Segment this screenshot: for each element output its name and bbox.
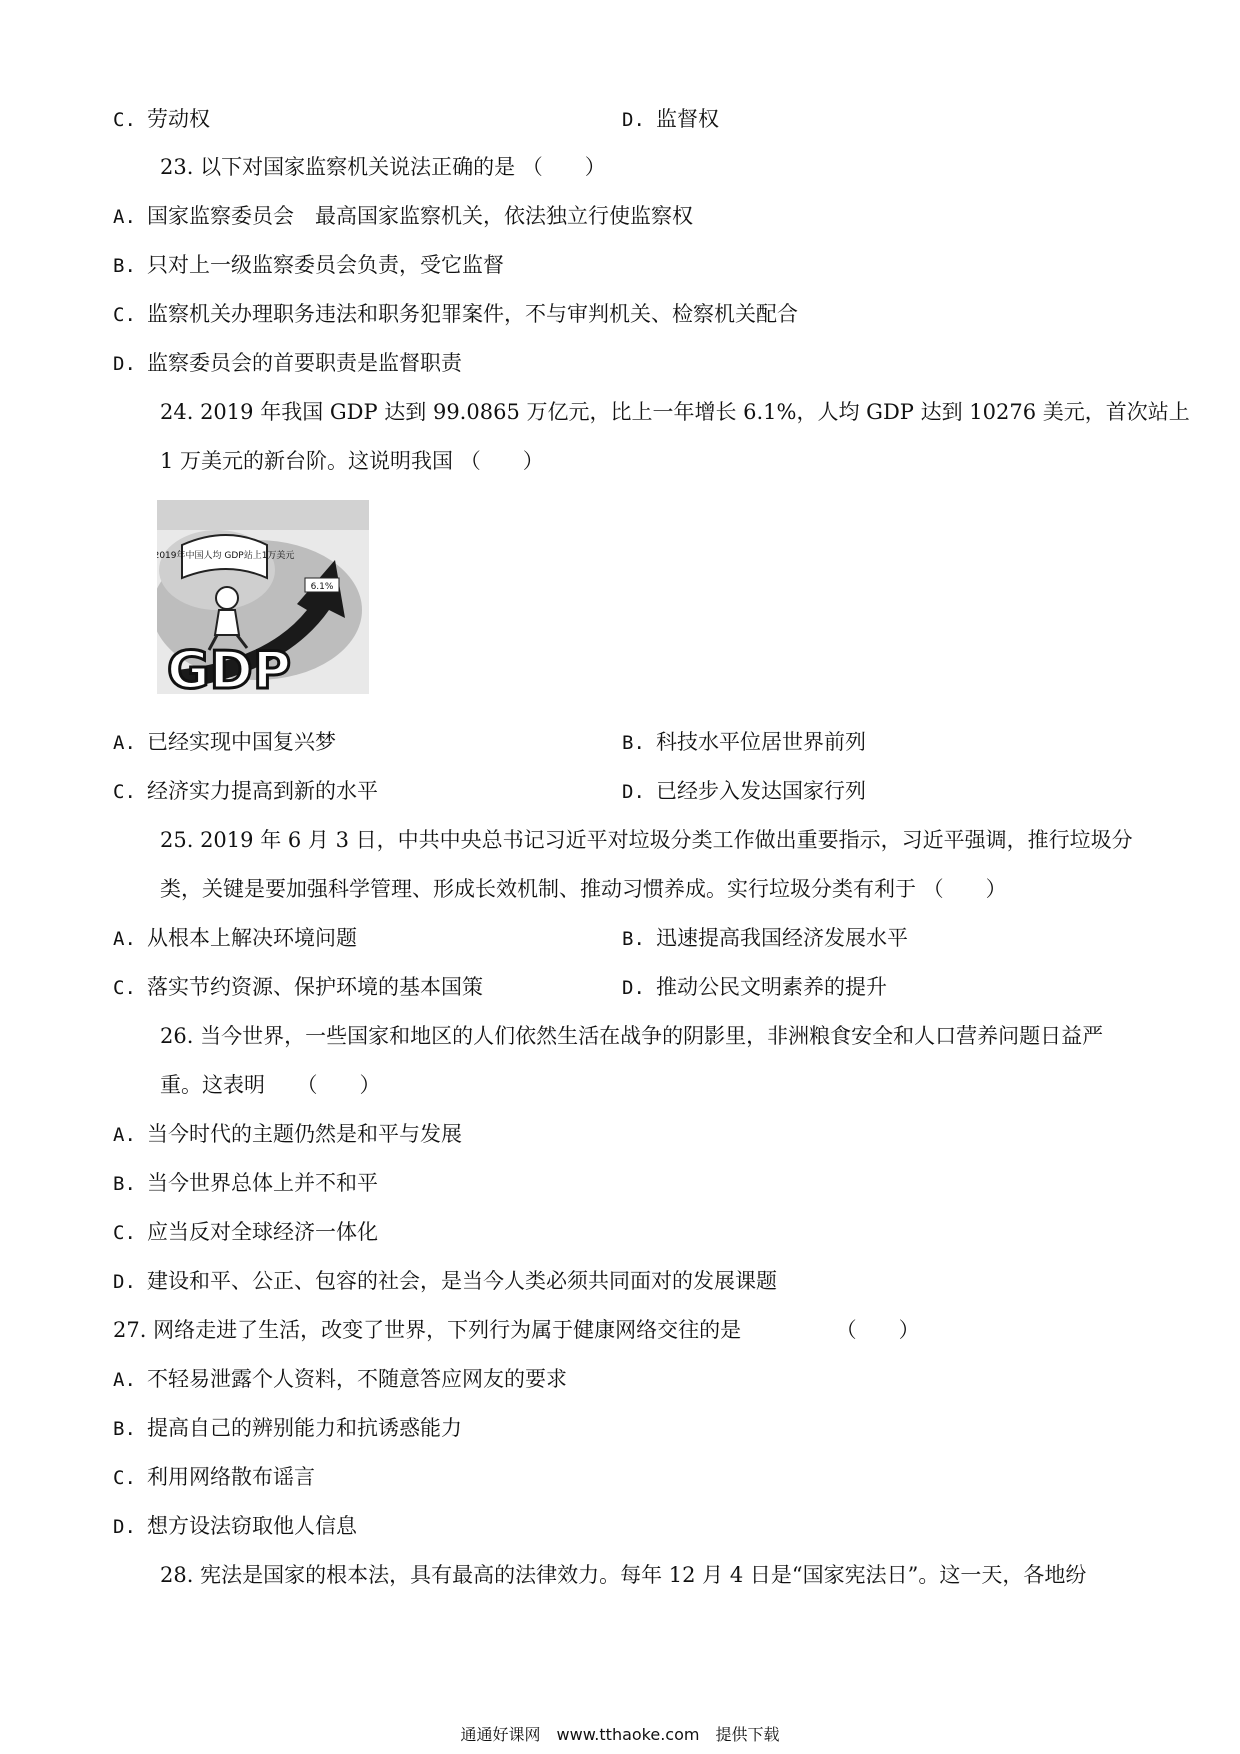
q23-stem: 23. 以下对国家监察机关说法正确的是 （ ） <box>160 155 606 179</box>
option-label: D. <box>113 353 136 375</box>
q28-stem-line1: 28. 宪法是国家的根本法，具有最高的法律效力。每年 12 月 4 日是“国家宪法日”。这一天，各地纷 <box>160 1563 1087 1587</box>
option-label: A. <box>113 206 136 228</box>
option-text: 监察委员会的首要职责是监督职责 <box>147 351 462 375</box>
option-label: C. <box>113 1467 136 1489</box>
option-text: 已经步入发达国家行列 <box>656 779 866 803</box>
q27-option-a <box>113 1364 567 1395</box>
q24-option-a <box>113 727 336 758</box>
option-text: 国家监察委员会 最高国家监察机关，依法独立行使监察权 <box>147 204 693 228</box>
option-label: D. <box>622 781 645 803</box>
option-text: 不轻易泄露个人资料，不随意答应网友的要求 <box>147 1367 567 1391</box>
option-text: 应当反对全球经济一体化 <box>147 1220 378 1244</box>
option-text: 迅速提高我国经济发展水平 <box>656 926 908 950</box>
option-label: C. <box>113 304 136 326</box>
option-label: D. <box>113 1271 136 1293</box>
option-text: 只对上一级监察委员会负责，受它监督 <box>147 253 504 277</box>
q27-option-d <box>113 1511 357 1542</box>
option-text: 科技水平位居世界前列 <box>656 730 866 754</box>
option-label: D. <box>113 1516 136 1538</box>
q26-option-a <box>113 1119 462 1150</box>
q26-stem-line1: 26. 当今世界，一些国家和地区的人们依然生活在战争的阴影里，非洲粮食安全和人口营养问题日益严 <box>160 1024 1104 1048</box>
q23-option-c <box>113 299 798 330</box>
option-label: D. <box>622 109 645 131</box>
q25-stem-line2: 类，关键是要加强科学管理、形成长效机制、推动习惯养成。实行垃圾分类有利于 （ ） <box>160 877 1007 901</box>
figure-growth-label: 6.1% <box>310 582 334 592</box>
q27-option-c <box>113 1462 315 1493</box>
option-text: 当今世界总体上并不和平 <box>147 1171 378 1195</box>
option-text: 推动公民文明素养的提升 <box>656 975 887 999</box>
option-text: 想方设法窃取他人信息 <box>147 1514 357 1538</box>
q25-option-a <box>113 923 357 954</box>
option-label: C. <box>113 109 136 131</box>
option-label: A. <box>113 928 136 950</box>
option-label: D. <box>622 977 645 999</box>
q26-option-c <box>113 1217 378 1248</box>
q27-stem: 27. 网络走进了生活，改变了世界，下列行为属于健康网络交往的是 （ ） <box>113 1318 920 1342</box>
option-label: B. <box>113 255 136 277</box>
option-label: A. <box>113 732 136 754</box>
q27-option-b <box>113 1413 462 1444</box>
q22-option-c <box>113 104 210 135</box>
q24-option-d <box>622 776 866 807</box>
q25-option-d <box>622 972 887 1003</box>
option-label: C. <box>113 781 136 803</box>
q25-option-b <box>622 923 908 954</box>
option-text: 从根本上解决环境问题 <box>147 926 357 950</box>
option-text: 经济实力提高到新的水平 <box>147 779 378 803</box>
option-label: A. <box>113 1369 136 1391</box>
q26-option-d <box>113 1266 777 1297</box>
option-label: C. <box>113 977 136 999</box>
q25-option-c <box>113 972 483 1003</box>
option-text: 监督权 <box>656 107 719 131</box>
option-text: 监察机关办理职务违法和职务犯罪案件，不与审判机关、检察机关配合 <box>147 302 798 326</box>
q23-option-b <box>113 250 504 281</box>
option-label: C. <box>113 1222 136 1244</box>
q25-stem-line1: 25. 2019 年 6 月 3 日，中共中央总书记习近平对垃圾分类工作做出重要指示，习近平强调，推行垃圾分 <box>160 828 1133 852</box>
option-text: 已经实现中国复兴梦 <box>147 730 336 754</box>
option-text: 当今时代的主题仍然是和平与发展 <box>147 1122 462 1146</box>
q24-stem-line2: 1 万美元的新台阶。这说明我国 （ ） <box>160 449 544 473</box>
option-text: 提高自己的辨别能力和抗诱惑能力 <box>147 1416 462 1440</box>
page-footer: 通通好课网 www.tthaoke.com 提供下载 <box>460 1725 780 1744</box>
option-label: B. <box>113 1418 136 1440</box>
q24-option-c <box>113 776 378 807</box>
option-text: 利用网络散布谣言 <box>147 1465 315 1489</box>
q22-option-d <box>622 104 719 135</box>
q23-option-d <box>113 348 462 379</box>
q26-option-b <box>113 1168 378 1199</box>
q24-option-b <box>622 727 866 758</box>
gdp-cartoon-figure <box>157 500 369 694</box>
option-text: 劳动权 <box>147 107 210 131</box>
figure-banner-text: 2019年中国人均 GDP站上1万美元 <box>157 551 295 561</box>
option-text: 落实节约资源、保护环境的基本国策 <box>147 975 483 999</box>
figure-gdp-word: GDP <box>167 641 291 694</box>
option-label: A. <box>113 1124 136 1146</box>
q23-option-a <box>113 201 693 232</box>
option-label: B. <box>113 1173 136 1195</box>
q24-stem-line1: 24. 2019 年我国 GDP 达到 99.0865 万亿元，比上一年增长 6.1%，人均 GDP 达到 10276 美元，首次站上 <box>160 400 1190 424</box>
option-text: 建设和平、公正、包容的社会，是当今人类必须共同面对的发展课题 <box>147 1269 777 1293</box>
option-label: B. <box>622 732 645 754</box>
q26-stem-line2: 重。这表明 （ ） <box>160 1073 381 1097</box>
option-label: B. <box>622 928 645 950</box>
